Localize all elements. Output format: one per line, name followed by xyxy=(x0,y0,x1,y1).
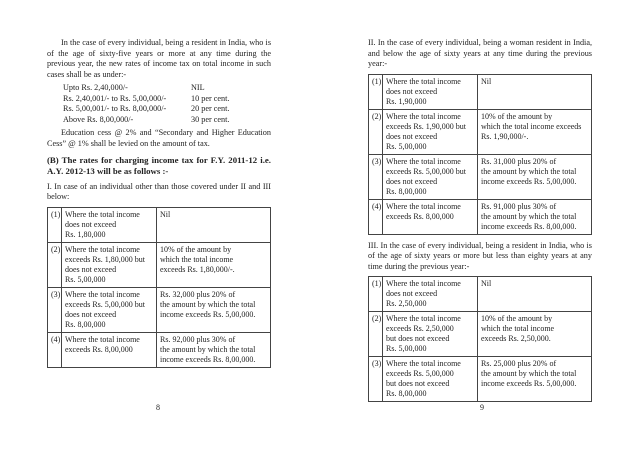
rate-range: Rs. 5,00,001/- to Rs. 8,00,000/- xyxy=(63,104,167,113)
tax-amount: Rs. 91,000 plus 30% of the amount by which the total income exceeds Rs. 8,00,000. xyxy=(478,199,592,234)
cess-paragraph: Education cess @ 2% and “Secondary and Higher Education Cess” @ 1% shall be levied on the amount of tax. xyxy=(47,128,271,148)
row-number: (3) xyxy=(369,154,383,199)
income-condition: Where the total income exceeds Rs. 5,00,000 but does not exceed Rs. 8,00,000 xyxy=(383,154,478,199)
tax-table-women xyxy=(368,74,592,235)
income-condition: Where the total income exceeds Rs. 5,00,000 but does not exceed Rs. 8,00,000 xyxy=(62,287,157,332)
income-condition: Where the total income exceeds Rs. 8,00,000 xyxy=(62,332,157,367)
rate-value: 20 per cent. xyxy=(191,104,230,113)
row-number: (2) xyxy=(369,312,383,357)
table-row xyxy=(369,199,592,234)
page-number-right: 9 xyxy=(480,403,484,412)
income-condition: Where the total income exceeds Rs. 1,80,000 but does not exceed Rs. 5,00,000 xyxy=(62,242,157,287)
table-row xyxy=(48,242,271,287)
row-number: (1) xyxy=(369,277,383,312)
rate-row xyxy=(63,104,271,115)
section-heading: (B) The rates for charging income tax for F.Y. 2011-12 i.e. A.Y. 2012-13 will be as follows :- xyxy=(47,155,271,177)
income-condition: Where the total income exceeds Rs. 8,00,000 xyxy=(383,199,478,234)
income-condition: Where the total income does not exceed Rs. 1,80,000 xyxy=(62,207,157,242)
tax-amount: 10% of the amount by which the total income exceeds Rs. 1,80,000/-. xyxy=(157,242,271,287)
tax-table-general xyxy=(47,207,271,368)
rate-value: NIL xyxy=(191,83,205,92)
right-page xyxy=(368,38,592,402)
row-number: (1) xyxy=(48,207,62,242)
table-row xyxy=(369,277,592,312)
tax-amount: Nil xyxy=(157,207,271,242)
rate-row xyxy=(63,83,271,94)
income-condition: Where the total income does not exceed Rs. 2,50,000 xyxy=(383,277,478,312)
tax-amount: Nil xyxy=(478,74,592,109)
rate-value: 10 per cent. xyxy=(191,93,230,103)
row-number: (4) xyxy=(369,199,383,234)
rate-range: Rs. 2,40,001/- to Rs. 5,00,000/- xyxy=(63,93,167,103)
rate-row xyxy=(63,115,271,126)
tax-amount: 10% of the amount by which the total income exceeds Rs. 2,50,000. xyxy=(478,312,592,357)
tax-amount: Rs. 31,000 plus 20% of the amount by which the total income exceeds Rs. 5,00,000. xyxy=(478,154,592,199)
section-iii-text: III. In the case of every individual, being a resident in India, who is of the age of sixty years or more but less than eighty years at any time during the previous year:- xyxy=(368,240,592,271)
rate-range: Above Rs. 8,00,000/- xyxy=(63,114,134,124)
rate-value: 30 per cent. xyxy=(191,114,230,124)
row-number: (2) xyxy=(369,109,383,154)
table-row xyxy=(369,109,592,154)
table-row xyxy=(48,332,271,367)
row-number: (3) xyxy=(48,287,62,332)
table-row xyxy=(48,207,271,242)
row-number: (3) xyxy=(369,357,383,402)
section-ii-text: II. In the case of every individual, being a woman resident in India, and below the age of sixty years at any time during the previous year:- xyxy=(368,38,592,68)
section-i-text: I. In case of an individual other than those covered under II and III below: xyxy=(47,181,271,201)
left-page xyxy=(47,38,271,368)
table-row xyxy=(369,154,592,199)
rate-row xyxy=(63,94,271,105)
rate-range: Upto Rs. 2,40,000/- xyxy=(63,83,128,92)
table-row xyxy=(369,74,592,109)
table-row xyxy=(48,287,271,332)
row-number: (4) xyxy=(48,332,62,367)
table-row xyxy=(369,312,592,357)
tax-amount: Rs. 92,000 plus 30% of the amount by which the total income exceeds Rs. 8,00,000. xyxy=(157,332,271,367)
intro-paragraph: In the case of every individual, being a resident in India, who is of the age of sixty-five years or more at any time during the previous year, the new rates of income tax on total income in such cases shall be as under:- xyxy=(47,38,271,79)
income-condition: Where the total income exceeds Rs. 1,90,000 but does not exceed Rs. 5,00,000 xyxy=(383,109,478,154)
income-condition: Where the total income does not exceed Rs. 1,90,000 xyxy=(383,74,478,109)
table-row xyxy=(369,357,592,402)
tax-amount: Rs. 25,000 plus 20% of the amount by which the total income exceeds Rs. 5,00,000. xyxy=(478,357,592,402)
income-condition: Where the total income exceeds Rs. 5,00,000 but does not exceed Rs. 8,00,000 xyxy=(383,357,478,402)
page-number-left: 8 xyxy=(156,403,160,412)
senior-rate-list xyxy=(63,83,271,125)
tax-table-senior xyxy=(368,276,592,402)
row-number: (2) xyxy=(48,242,62,287)
income-condition: Where the total income exceeds Rs. 2,50,000 but does not exceed Rs. 5,00,000 xyxy=(383,312,478,357)
tax-amount: 10% of the amount by which the total income exceeds Rs. 1,90,000/-. xyxy=(478,109,592,154)
tax-amount: Nil xyxy=(478,277,592,312)
row-number: (1) xyxy=(369,74,383,109)
tax-amount: Rs. 32,000 plus 20% of the amount by which the total income exceeds Rs. 5,00,000. xyxy=(157,287,271,332)
